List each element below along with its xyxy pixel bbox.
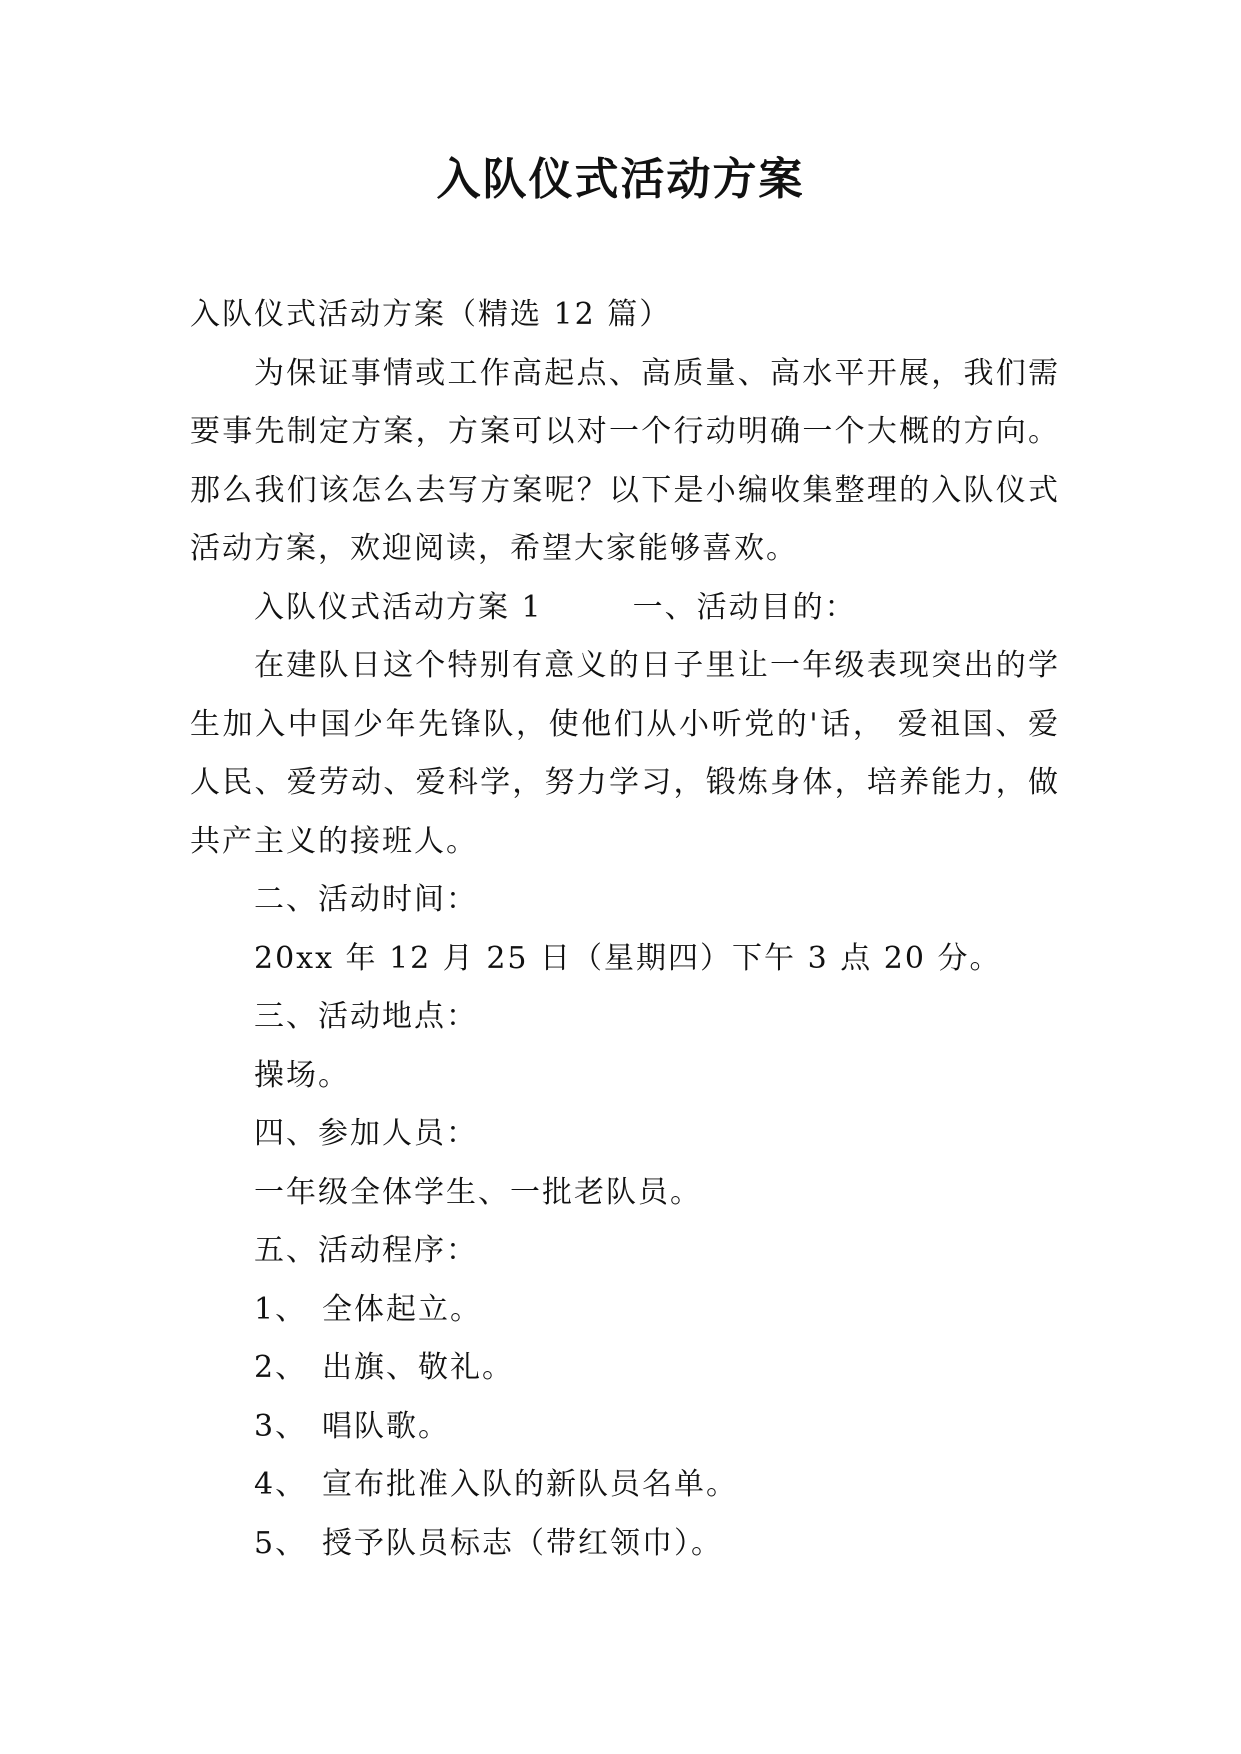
procedure-step: [190, 1515, 1060, 1574]
step-number: 1、: [254, 1291, 308, 1327]
procedure-step: [190, 1456, 1060, 1515]
people-heading: 四、参加人员：: [254, 1116, 478, 1151]
step-text: 全体起立。: [322, 1291, 482, 1327]
time-heading: 二、活动时间：: [254, 882, 478, 917]
step-number: 2、: [254, 1350, 308, 1385]
document-body: [190, 286, 1060, 1573]
procedure-step: [190, 1281, 1060, 1340]
step-text: 出旗、敬礼。: [322, 1350, 514, 1385]
people-text: 一年级全体学生、一批老队员。: [254, 1174, 702, 1210]
step-text: 宣布批准入队的新队员名单。: [322, 1467, 738, 1502]
purpose-paragraph: 在建队日这个特别有意义的日子里让一年级表现突出的学生加入中国少年先锋队，使他们从小听党的'话， 爱祖国、爱人民、爱劳动、爱科学，努力学习，锻炼身体，培养能力，做共产主义的接班人。: [190, 648, 1060, 859]
step-number: 4、: [254, 1467, 308, 1502]
procedure-heading: 五、活动程序：: [254, 1233, 478, 1268]
procedure-step: [190, 1339, 1060, 1398]
step-number: 3、: [254, 1408, 308, 1444]
purpose-heading: 一、活动目的：: [632, 589, 857, 625]
document-title: 入队仪式活动方案: [436, 154, 805, 205]
intro-paragraph: 为保证事情或工作高起点、高质量、高水平开展，我们需要事先制定方案，方案可以对一个行动明确一个大概的方向。那么我们该怎么去写方案呢？以下是小编收集整理的入队仪式活动方案，欢迎阅读，希望大家能够喜欢。: [190, 355, 1060, 566]
place-heading: 三、活动地点：: [254, 999, 478, 1034]
step-text: 授予队员标志（带红领巾）。: [322, 1525, 723, 1561]
step-number: 5、: [254, 1525, 308, 1561]
document-subtitle: 入队仪式活动方案（精选 12 篇）: [190, 297, 672, 332]
section-heading-row: [190, 579, 1060, 638]
step-text: 唱队歌。: [322, 1408, 450, 1444]
section-1-heading: 入队仪式活动方案 1: [254, 589, 543, 625]
time-text: 20xx 年 12 月 25 日（星期四）下午 3 点 20 分。: [254, 940, 1002, 976]
procedure-step: [190, 1398, 1060, 1457]
place-text: 操场。: [254, 1057, 350, 1093]
